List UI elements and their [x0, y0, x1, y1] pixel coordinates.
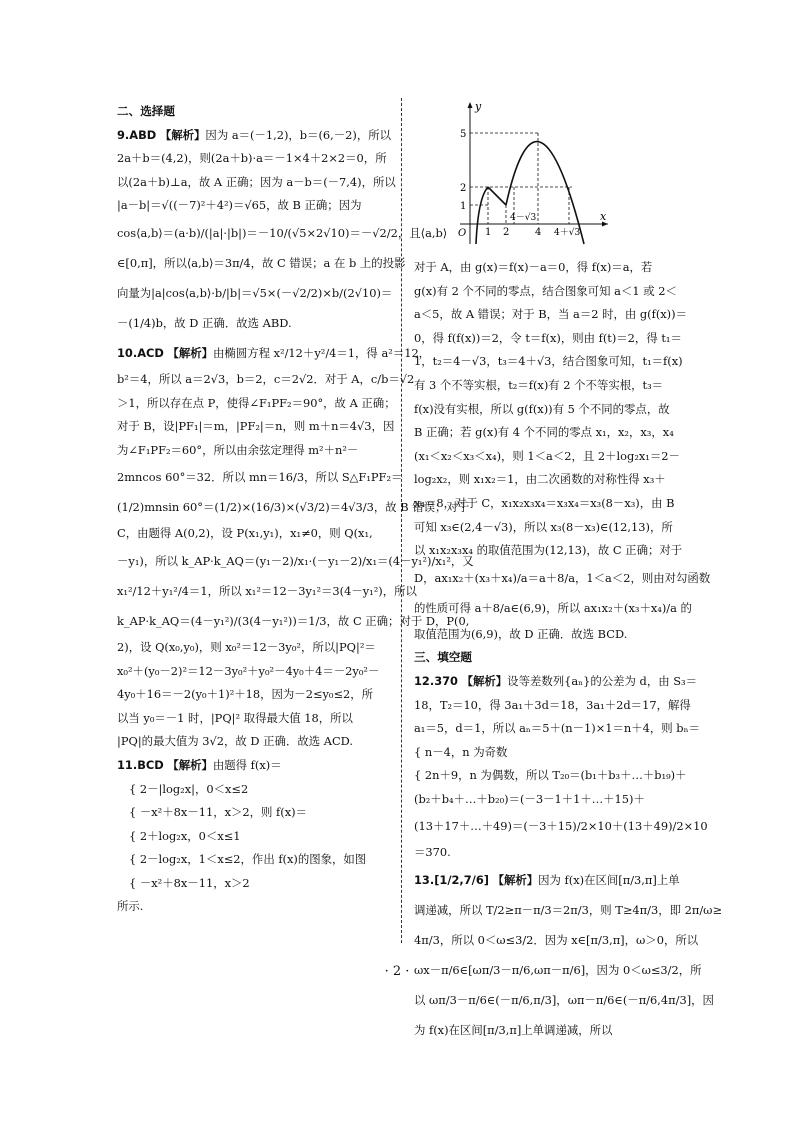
line-text: 以 ωπ/3－π/6∈(－π/6,π/3]，ωπ－π/6∈(－π/6,4π/3]，因: [414, 993, 714, 1008]
analysis-tag: 【解析】: [492, 873, 539, 888]
text-line: [117, 415, 395, 439]
line-text: 4y₀＋16＝－2(y₀＋1)²＋18，因为－2≤y₀≤2，所: [117, 687, 374, 702]
text-line: [414, 421, 684, 445]
text-line: [414, 593, 692, 623]
line-text: 2)，设 Q(x₀,y₀)，则 x₀²＝12－3y₀²，所以|PQ|²＝: [117, 639, 376, 654]
line-text: 为∠F₁PF₂＝60°，所以由余弦定理得 m²＋n²－: [117, 442, 359, 457]
question-number: 9.: [117, 127, 130, 142]
text-line: [117, 848, 387, 872]
text-line: [117, 825, 387, 849]
y-axis-label: y: [475, 100, 482, 113]
line-text: 由椭圆方程 x²/12＋y²/4＝1，得 a²＝12，: [213, 345, 431, 360]
line-text: { n－4，n 为奇数: [414, 744, 508, 759]
text-line: [414, 694, 691, 718]
line-text: 设等差数列{aₙ}的公差为 d，由 S₃＝: [507, 673, 697, 688]
text-line: [117, 492, 470, 522]
line-text: 取值范围为(6,9)，故 D 正确．故选 BCD.: [414, 626, 628, 641]
text-line: [414, 741, 684, 765]
question-answer: ACD: [137, 345, 164, 360]
question-number: 12.: [414, 673, 435, 688]
line-text: (x₁＜x₂＜x₃＜x₄)，则 1＜a＜2，且 2＋log₂x₁＝2－: [414, 448, 680, 463]
text-line: [117, 683, 387, 707]
y-axis-arrow: [468, 102, 473, 108]
y-tick-1: 1: [460, 201, 467, 212]
line-text: b²＝4，所以 a＝2√3，b＝2，c＝2√2．对于 A，c/b＝√2: [117, 371, 415, 386]
text-line: [414, 350, 684, 374]
text-line: [117, 171, 396, 195]
question-answer-line: [117, 754, 387, 778]
text-line: [117, 895, 387, 919]
line-text: 调递减，所以 T/2≥π－π/3＝2π/3，则 T≥4π/3，即 2π/ω≥: [414, 903, 723, 918]
question-answer-line: [414, 865, 684, 895]
question-answer: ABD: [129, 127, 157, 142]
text-line: [117, 392, 396, 416]
line-text: 18，T₂＝10，得 3a₁＋3d＝18，3a₁＋2d＝17，解得: [414, 697, 691, 712]
page-number: · 2 ·: [384, 964, 410, 979]
line-text: { －x²＋8x－11，x＞2，则 f(x)＝: [129, 805, 307, 820]
text-line: [117, 248, 406, 278]
analysis-tag: 【解析】: [159, 127, 206, 142]
line-text: |PQ|的最大值为 3√2，故 D 正确．故选 ACD.: [117, 734, 354, 749]
line-text: x₁²/12＋y₁²/4＝1，所以 x₁²＝12－3y₁²＝3(4－y₁²)，所以: [117, 583, 417, 598]
text-line: [414, 925, 699, 955]
x-tick-1: 1: [485, 227, 492, 238]
line-text: ＝370.: [414, 845, 451, 860]
text-line: [117, 660, 387, 684]
text-line: [117, 278, 393, 308]
text-line: [117, 606, 470, 636]
line-text: 对于 B，设|PF₁|＝m，|PF₂|＝n，则 m＋n＝4√3，因: [117, 419, 395, 434]
y-tick-5: 5: [460, 129, 467, 140]
line-text: 可知 x₃∈(2,4－√3)，所以 x₃(8－x₃)∈(12,13)，所: [414, 519, 673, 534]
text-line: [414, 841, 684, 865]
line-text: { －x²＋8x－11，x＞2: [129, 875, 250, 890]
text-line: [117, 462, 403, 492]
question-answer: 370: [434, 673, 458, 688]
line-text: ＞1，所以存在点 P，使得∠F₁PF₂＝90°，故 A 正确；: [117, 395, 396, 410]
line-text: (13＋17＋…＋49)＝(－3＋15)/2×10＋(13＋49)/2×10: [414, 819, 708, 834]
text-line: [414, 623, 684, 647]
text-line: [117, 636, 387, 660]
line-text: －(1/4)b，故 D 正确．故选 ABD.: [117, 315, 292, 330]
column-divider: [401, 98, 402, 943]
text-line: [117, 872, 387, 896]
origin-label: O: [458, 228, 467, 239]
line-text: 所示.: [117, 899, 144, 914]
section-title-choice: 二、选择题: [117, 104, 175, 118]
x-tick-4-minus-root3: 4－√3: [510, 213, 537, 223]
text-line: [117, 778, 387, 802]
line-text: 0，得 f(f(x))＝2，令 t＝f(x)，则由 f(t)＝2，得 t₁＝: [414, 330, 682, 345]
line-text: log₂x₂，则 x₁x₂＝1，由二次函数的对称性得 x₃＋: [414, 472, 666, 487]
x-tick-4: 4: [535, 227, 542, 238]
question-number: 10.: [117, 345, 138, 360]
text-line: [414, 516, 684, 540]
line-text: ωx－π/6∈[ωπ/3－π/6,ωπ－π/6]，因为 0＜ω≤3/2，所: [414, 963, 702, 978]
analysis-tag: 【解析】: [167, 345, 214, 360]
line-text: 以 x₁x₂x₃x₄ 的取值范围为(12,13)，故 C 正确；对于: [414, 543, 683, 558]
text-line: [414, 985, 714, 1015]
function-graph: [440, 98, 610, 246]
text-line: [414, 811, 708, 841]
question-number: 13.: [414, 873, 435, 888]
x-axis-label: x: [600, 210, 607, 223]
line-text: { 2－log₂x，1＜x≤2，作出 f(x)的图象，如图: [129, 852, 367, 867]
text-line: [117, 576, 417, 606]
text-line: [414, 563, 711, 593]
line-text: 因为 f(x)在区间[π/3,π]上单: [538, 873, 680, 888]
text-line: [117, 368, 415, 392]
line-text: 1，t₂＝4－√3，t₃＝4＋√3，结合图象可知，t₁＝f(x): [414, 354, 683, 369]
text-line: [117, 546, 474, 576]
question-answer: [1/2,7/6]: [434, 873, 489, 888]
text-line: [414, 280, 684, 304]
text-line: [414, 539, 684, 563]
text-line: [117, 707, 387, 731]
text-line: [414, 303, 687, 327]
text-line: [414, 468, 684, 492]
text-line: [414, 895, 723, 925]
text-line: [414, 788, 684, 812]
right-column: [414, 256, 723, 1045]
question-answer-line: [117, 124, 392, 148]
question-answer-line: [414, 670, 697, 694]
text-line: [414, 327, 684, 351]
line-text: C，由题得 A(0,2)，设 P(x₁,y₁)，x₁≠0，则 Q(x₁,: [117, 526, 373, 541]
line-text: D，ax₁x₂＋(x₃＋x₄)/a＝a＋8/a，1＜a＜2，则由对勾函数: [414, 570, 711, 585]
text-line: [414, 398, 684, 422]
line-text: a₁＝5，d＝1，所以 aₙ＝5＋(n－1)×1＝n＋4，则 bₙ＝: [414, 721, 700, 736]
line-text: { 2＋log₂x，0＜x≤1: [129, 828, 241, 843]
line-text: －y₁)，所以 k_AP·k_AQ＝(y₁－2)/x₁·(－y₁－2)/x₁＝(4－y₁²)/x₁²，又: [117, 553, 474, 568]
text-line: [117, 194, 387, 218]
line-text: g(x)有 2 个不同的零点，结合图象可知 a＜1 或 2＜: [414, 283, 677, 298]
line-text: x₄＝8，对于 C，x₁x₂x₃x₄＝x₃x₄＝x₃(8－x₃)，由 B: [414, 495, 675, 510]
line-text: 2a＋b＝(4,2)，则(2a＋b)·a＝－1×4＋2×2＝0，所: [117, 151, 387, 166]
line-text: ∈[0,π]，所以⟨a,b⟩＝3π/4，故 C 错误；a 在 b 上的投影: [117, 255, 406, 270]
line-text: (b₂＋b₄＋…＋b₂₀)＝(－3－1＋1＋…＋15)＋: [414, 791, 645, 806]
x-tick-4-plus-root3: 4＋√3: [554, 228, 581, 238]
text-line: [117, 147, 387, 171]
line-text: 以(2a＋b)⊥a，故 A 正确；因为 a－b＝(－7,4)，所以: [117, 174, 396, 189]
question-answer: BCD: [137, 757, 164, 772]
line-text: 有 3 个不等实根，t₂＝f(x)有 2 个不等实根，t₃＝: [414, 377, 664, 392]
line-text: |a－b|＝√((－7)²＋4²)＝√65，故 B 正确；因为: [117, 198, 362, 213]
analysis-tag: 【解析】: [167, 757, 213, 772]
text-line: [414, 256, 684, 280]
text-line: [414, 374, 684, 398]
line-text: 为 f(x)在区间[π/3,π]上单调递减，所以: [414, 1023, 613, 1038]
line-text: a＜5，故 A 错误；对于 B，当 a＝2 时，由 g(f(x))＝: [414, 307, 687, 322]
text-line: [414, 492, 684, 516]
section-title-fill-in: 三、填空题: [414, 650, 472, 665]
line-text: 因为 a＝(－1,2)，b＝(6,－2)，所以: [205, 127, 392, 142]
line-text: B 正确；若 g(x)有 4 个不同的零点 x₁，x₂，x₃，x₄: [414, 425, 674, 440]
y-tick-2: 2: [460, 183, 467, 194]
line-text: 由题得 f(x)＝: [212, 757, 282, 772]
text-line: [117, 522, 387, 546]
line-text: 向量为|a|cos⟨a,b⟩·b/|b|＝√5×(－√2/2)×b/(2√10)＝: [117, 285, 393, 300]
line-text: { 2－|log₂x|，0＜x≤2: [129, 781, 249, 796]
curve-log-falling: [488, 187, 506, 205]
question-number: 11.: [117, 757, 138, 772]
text-line: [414, 1015, 684, 1045]
line-text: cos⟨a,b⟩＝(a·b)/(|a|·|b|)＝－10/(√5×2√10)＝－√2/2，且⟨a,b⟩: [117, 225, 448, 240]
text-line: [117, 801, 387, 825]
line-text: (1/2)mnsin 60°＝(1/2)×(16/3)×(√3/2)＝4√3/3，故 B 错误；对于: [117, 500, 470, 515]
text-line: [117, 730, 387, 754]
text-line: [117, 218, 448, 248]
text-line: [414, 717, 700, 741]
x-tick-2: 2: [503, 227, 510, 238]
text-line: [414, 445, 684, 469]
line-text: f(x)没有实根，所以 g(f(x))有 5 个不同的零点，故: [414, 401, 670, 416]
text-line: [414, 764, 687, 788]
question-answer-line: [117, 338, 431, 368]
line-text: 以当 y₀＝－1 时，|PQ|² 取得最大值 18，所以: [117, 710, 353, 725]
line-text: 2mncos 60°＝32．所以 mn＝16/3，所以 S△F₁PF₂＝: [117, 470, 403, 485]
text-line: [117, 439, 387, 463]
line-text: 的性质可得 a＋8/a∈(6,9)，所以 ax₁x₂＋(x₃＋x₄)/a 的: [414, 600, 692, 615]
line-text: 4π/3，所以 0＜ω≤3/2．因为 x∈[π/3,π]，ω＞0，所以: [414, 933, 699, 948]
analysis-tag: 【解析】: [461, 673, 508, 688]
line-text: k_AP·k_AQ＝(4－y₁²)/(3(4－y₁²))＝1/3，故 C 正确；对于 D，P(0,: [117, 613, 470, 628]
text-line: [117, 308, 387, 338]
line-text: 对于 A，由 g(x)＝f(x)－a＝0，得 f(x)＝a，若: [414, 260, 653, 274]
line-text: x₀²＋(y₀－2)²＝12－3y₀²＋y₀²－4y₀＋4＝－2y₀²－: [117, 663, 380, 678]
line-text: { 2n＋9，n 为偶数，所以 T₂₀＝(b₁＋b₃＋…＋b₁₉)＋: [414, 768, 687, 783]
